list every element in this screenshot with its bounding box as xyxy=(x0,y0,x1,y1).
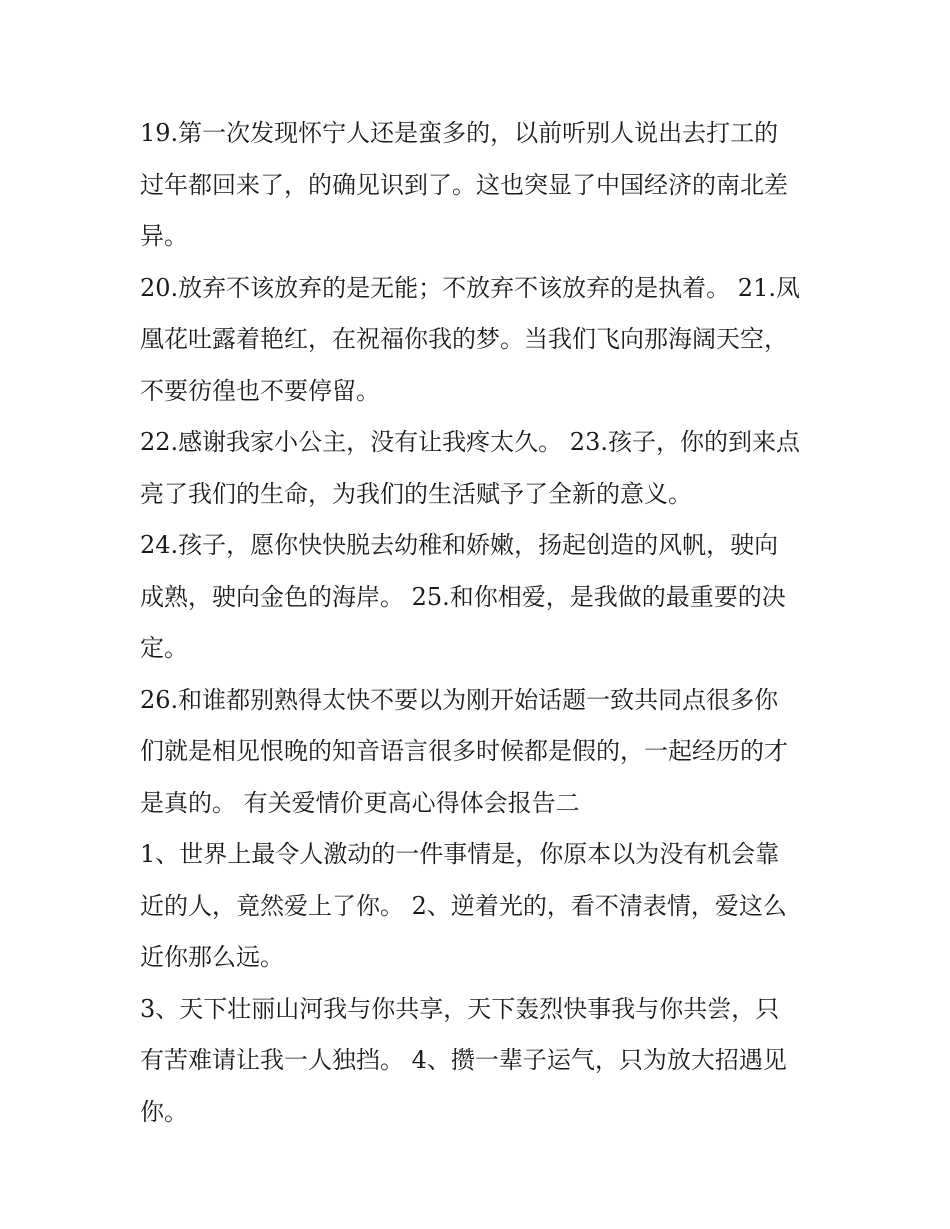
text-line: 3、天下壮丽山河我与你共享，天下轰烈快事我与你共尝，只 xyxy=(140,994,780,1023)
text-line: 亮了我们的生命，为我们的生活赋予了全新的意义。 xyxy=(140,479,692,508)
text-line: 成熟，驶向金色的海岸。 25.和你相爱，是我做的最重要的决 xyxy=(140,582,786,611)
text-line: 22.感谢我家小公主，没有让我疼太久。 23.孩子，你的到来点 xyxy=(140,428,800,456)
text-line: 异。 xyxy=(140,222,188,250)
document-body xyxy=(140,108,812,1138)
text-line: 24.孩子，愿你快快脱去幼稚和娇嫩，扬起创造的风帆，驶向 xyxy=(140,531,779,559)
text-line: 有苦难请让我一人独挡。 4、攒一辈子运气，只为放大招遇见 xyxy=(140,1046,787,1074)
text-line: 是真的。 有关爱情价更高心得体会报告二 xyxy=(140,788,580,817)
text-line: 近的人，竟然爱上了你。 2、逆着光的，看不清表情，爱这么 xyxy=(140,891,787,920)
text-line: 19.第一次发现怀宁人还是蛮多的，以前听别人说出去打工的 xyxy=(140,119,779,147)
text-line: 过年都回来了，的确见识到了。这也突显了中国经济的南北差 xyxy=(140,170,788,199)
text-line: 20.放弃不该放弃的是无能；不放弃不该放弃的是执着。 21.凤 xyxy=(140,273,800,302)
text-line: 你。 xyxy=(140,1097,188,1126)
text-line: 凰花吐露着艳红，在祝福你我的梦。当我们飞向那海阔天空， xyxy=(140,325,788,353)
text-line: 1、世界上最令人激动的一件事情是，你原本以为没有机会靠 xyxy=(140,840,780,868)
text-line: 定。 xyxy=(140,634,188,662)
text-line: 不要彷徨也不要停留。 xyxy=(140,376,380,405)
text-line: 近你那么远。 xyxy=(140,943,284,971)
text-line: 26.和谁都别熟得太快不要以为刚开始话题一致共同点很多你 xyxy=(140,685,779,714)
text-line: 们就是相见恨晚的知音语言很多时候都是假的，一起经历的才 xyxy=(140,737,788,765)
